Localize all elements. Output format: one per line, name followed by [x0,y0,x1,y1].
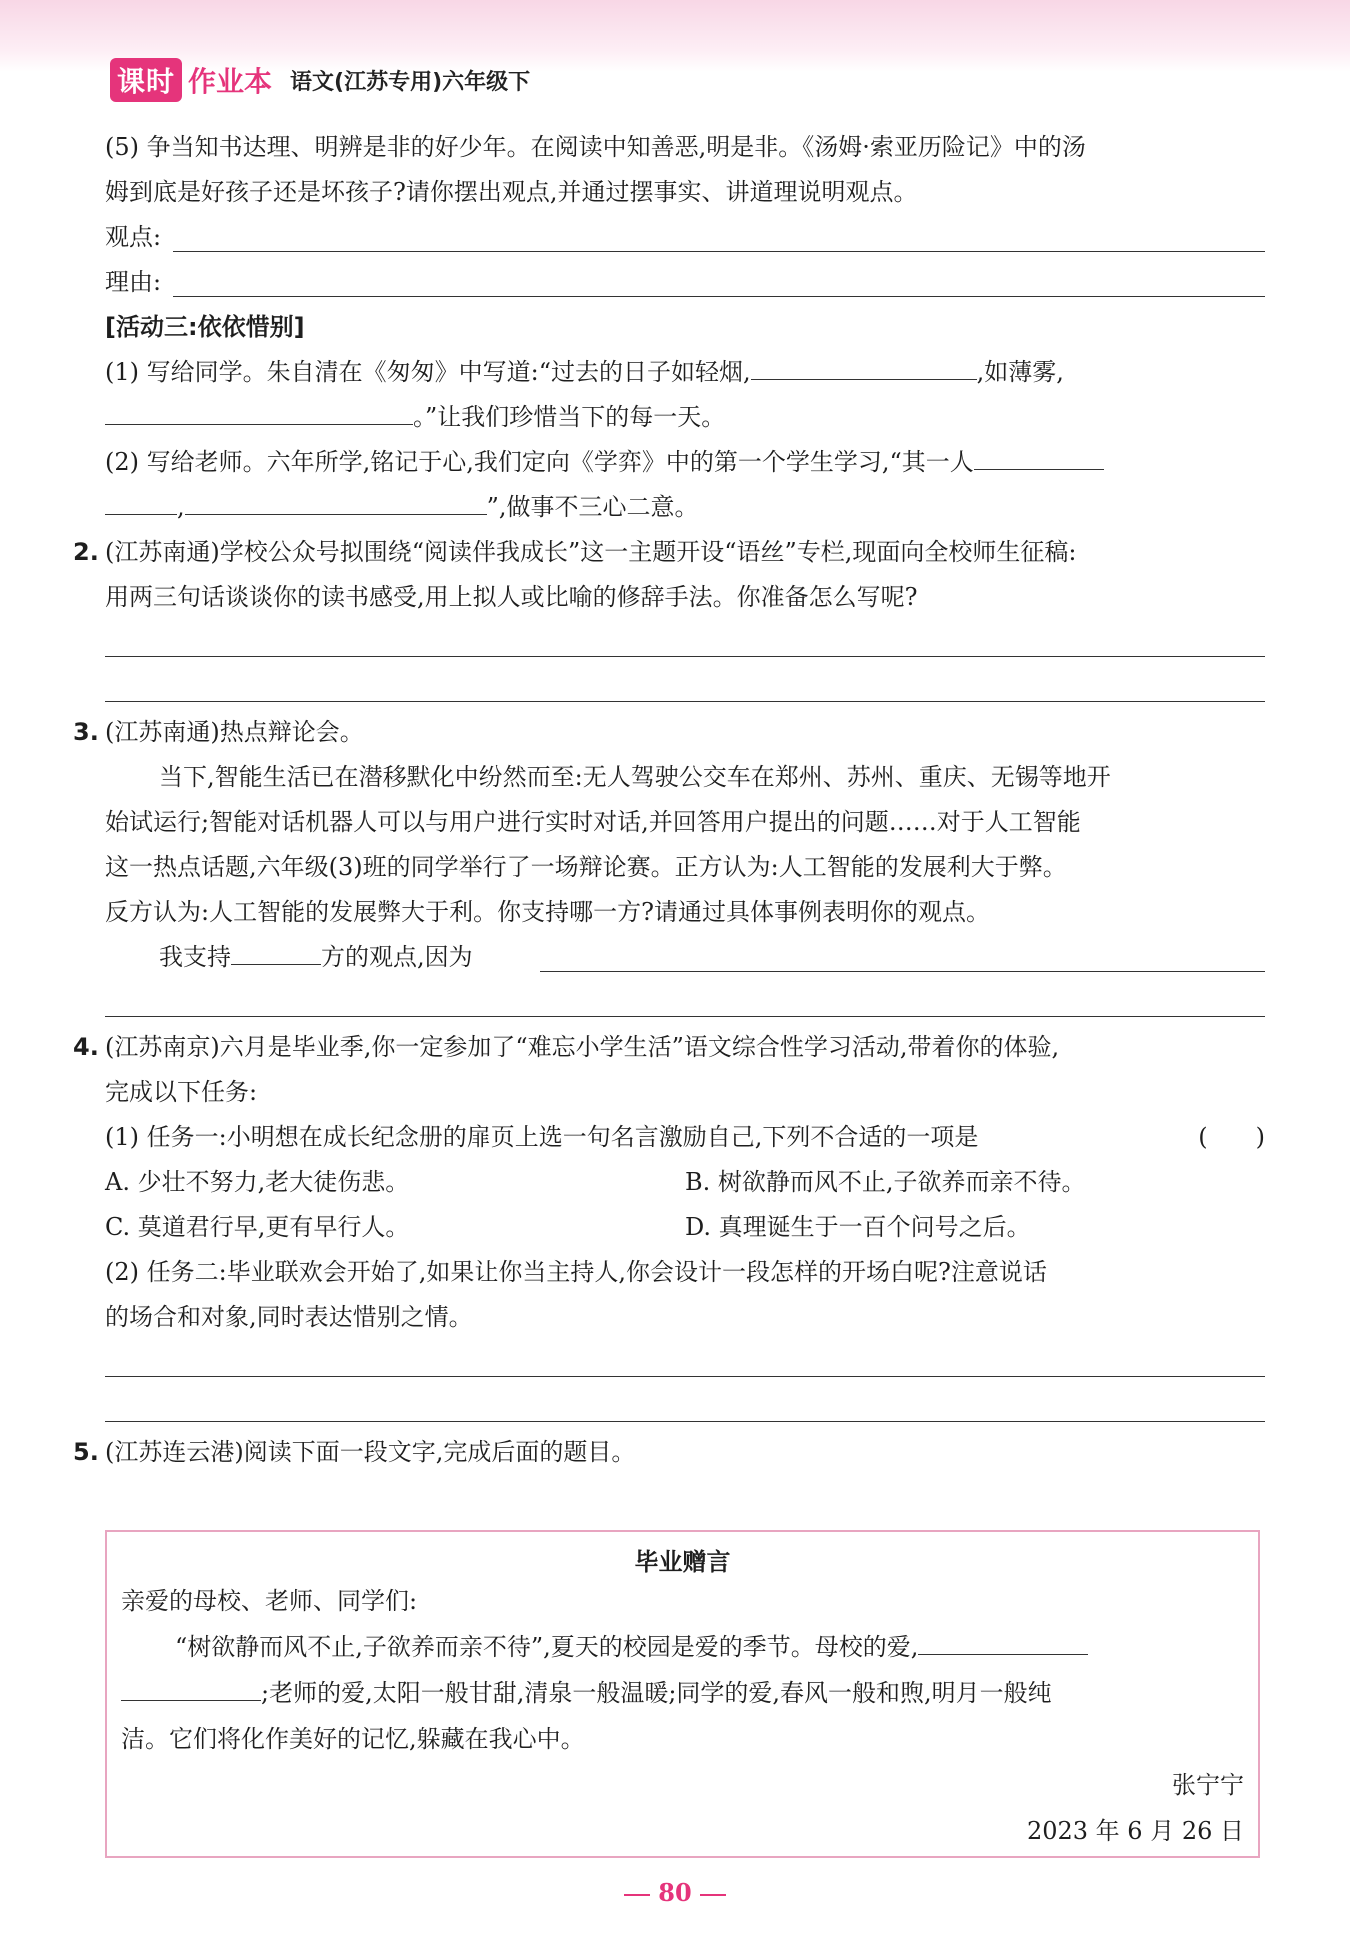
activity3-title: [活动三:依依惜别] [105,313,305,341]
essay-blank-1[interactable] [918,1626,1088,1655]
q3-answer-line2[interactable] [105,980,1265,1025]
activity3-p1-line2 [105,395,1265,440]
reason-answer-line[interactable] [173,296,1265,297]
activity3-p2-text: (2) 写给老师。六年所学,铭记于心,我们定向《学弈》中的第一个学生学习,“其一人 [105,448,974,476]
q4-task2-line1: (2) 任务二:毕业联欢会开始了,如果让你当主持人,你会设计一段怎样的开场白呢?注意说话 [105,1258,1047,1286]
q2-text1: (江苏南通)学校公众号拟围绕“阅读伴我成长”这一主题开设“语丝”专栏,现面向全校师生征稿: [105,538,1077,566]
q2-answer-line1[interactable] [105,620,1265,665]
q2-number: 2. [73,538,99,566]
option-b[interactable]: B. 树欲静而风不止,子欲养而亲不待。 [685,1168,1086,1196]
option-d[interactable]: D. 真理诞生于一百个问号之后。 [685,1213,1031,1241]
activity3-blank-4[interactable] [105,486,177,515]
logo-badge: 课时 [110,58,182,102]
q3-p2: 始试运行;智能对话机器人可以与用户进行实时对话,并回答用户提出的问题……对于人工智能 [105,808,1081,836]
footer-dash [700,1894,726,1896]
activity3-p2-text2: , [177,493,185,521]
q3-answer-text1: 我支持 [159,943,231,971]
essay-blank-2[interactable] [121,1672,261,1701]
activity3-blank-3[interactable] [974,441,1104,470]
activity3-p2-text3: ”,做事不三心二意。 [486,493,699,521]
q3-reason-line[interactable] [540,971,1265,972]
activity3-blank-2[interactable] [105,396,413,425]
essay-line2 [121,1670,1244,1716]
q4-answer-line2[interactable] [105,1385,1265,1430]
q4-task1 [105,1115,1265,1160]
q4-answer-line1[interactable] [105,1340,1265,1385]
page-content [73,125,1265,1475]
answer-rule [105,1421,1265,1422]
page-number: 80 [658,1878,692,1907]
q5-line1 [73,1430,1265,1475]
option-a[interactable]: A. 少壮不努力,老大徒伤悲。 [105,1168,410,1196]
option-c[interactable]: C. 莫道君行早,更有早行人。 [105,1213,410,1241]
q3-line1 [73,710,1265,755]
page-header [110,58,530,102]
answer-rule [105,1016,1265,1017]
essay-line1 [121,1624,1244,1670]
essay-signature: 张宁宁 [1172,1771,1244,1799]
answer-rule [105,1376,1265,1377]
reason-label: 理由: [105,268,162,296]
answer-paren[interactable]: ( ) [1198,1123,1265,1151]
q1-5-line2: 姆到底是好孩子还是坏孩子?请你摆出观点,并通过摆事实、讲道理说明观点。 [105,178,918,206]
q1-5-line1: (5) 争当知书达理、明辨是非的好少年。在阅读中知善恶,明是非。《汤姆·索亚历险记》中的汤 [105,133,1086,161]
q3-p3: 这一热点话题,六年级(3)班的同学举行了一场辩论赛。正方认为:人工智能的发展利大于弊。 [105,853,1067,881]
essay-body [121,1578,1244,1854]
q3-p4: 反方认为:人工智能的发展弊大于利。你支持哪一方?请通过具体事例表明你的观点。 [105,898,990,926]
q4-task2-line2: 的场合和对象,同时表达惜别之情。 [105,1303,473,1331]
q4-options-row2 [105,1205,1265,1250]
essay-line3: 洁。它们将化作美好的记忆,躲藏在我心中。 [121,1725,585,1753]
answer-rule [105,656,1265,657]
q3-text1: (江苏南通)热点辩论会。 [105,718,364,746]
activity3-p2-line2 [105,485,1265,530]
answer-rule [105,701,1265,702]
q3-number: 3. [73,718,99,746]
book-title: 作业本 [188,65,273,98]
book-subtitle: 语文(江苏专用)六年级下 [290,69,531,95]
activity3-p1-text2: ,如薄雾, [976,358,1064,386]
activity3-p1-text: (1) 写给同学。朱自清在《匆匆》中写道:“过去的日子如轻烟, [105,358,751,386]
q3-answer-text2: 方的观点,因为 [321,943,473,971]
footer-dash [624,1894,650,1896]
graduation-message-box [105,1530,1260,1858]
essay-greeting: 亲爱的母校、老师、同学们: [121,1587,418,1615]
q4-text1: (江苏南京)六月是毕业季,你一定参加了“难忘小学生活”语文综合性学习活动,带着你的体验, [105,1033,1060,1061]
q4-options-row1 [105,1160,1265,1205]
q3-answer-line [105,935,1265,980]
q2-line1 [73,530,1265,575]
q2-answer-line2[interactable] [105,665,1265,710]
essay-line1-text: “树欲静而风不止,子欲养而亲不待”,夏天的校园是爱的季节。母校的爱, [175,1633,919,1661]
q5-number: 5. [73,1438,99,1466]
essay-title: 毕业赠言 [634,1548,731,1576]
reason-line [105,260,1265,305]
activity3-blank-1[interactable] [751,351,977,380]
viewpoint-label: 观点: [105,223,162,251]
q4-line2: 完成以下任务: [105,1078,258,1106]
viewpoint-answer-line[interactable] [173,251,1265,252]
viewpoint-line [105,215,1265,260]
activity3-p1-line1 [105,350,1265,395]
q4-number: 4. [73,1033,99,1061]
q4-task1-text: (1) 任务一:小明想在成长纪念册的扉页上选一句名言激励自己,下列不合适的一项是 [105,1123,979,1151]
essay-line2-text: ;老师的爱,太阳一般甘甜,清泉一般温暖;同学的爱,春风一般和煦,明月一般纯 [261,1679,1052,1707]
q2-line2: 用两三句话谈谈你的读书感受,用上拟人或比喻的修辞手法。你准备怎么写呢? [105,583,918,611]
essay-date: 2023 年 6 月 26 日 [1026,1817,1244,1845]
q5-text1: (江苏连云港)阅读下面一段文字,完成后面的题目。 [105,1438,636,1466]
q3-p1: 当下,智能生活已在潜移默化中纷然而至:无人驾驶公交车在郑州、苏州、重庆、无锡等地开 [159,763,1111,791]
activity3-blank-5[interactable] [185,486,487,515]
activity3-p1-text3: 。”让我们珍惜当下的每一天。 [413,403,726,431]
q3-side-blank[interactable] [231,936,321,965]
page-footer [0,1878,1350,1907]
activity3-p2-line1 [105,440,1265,485]
q4-line1 [73,1025,1265,1070]
